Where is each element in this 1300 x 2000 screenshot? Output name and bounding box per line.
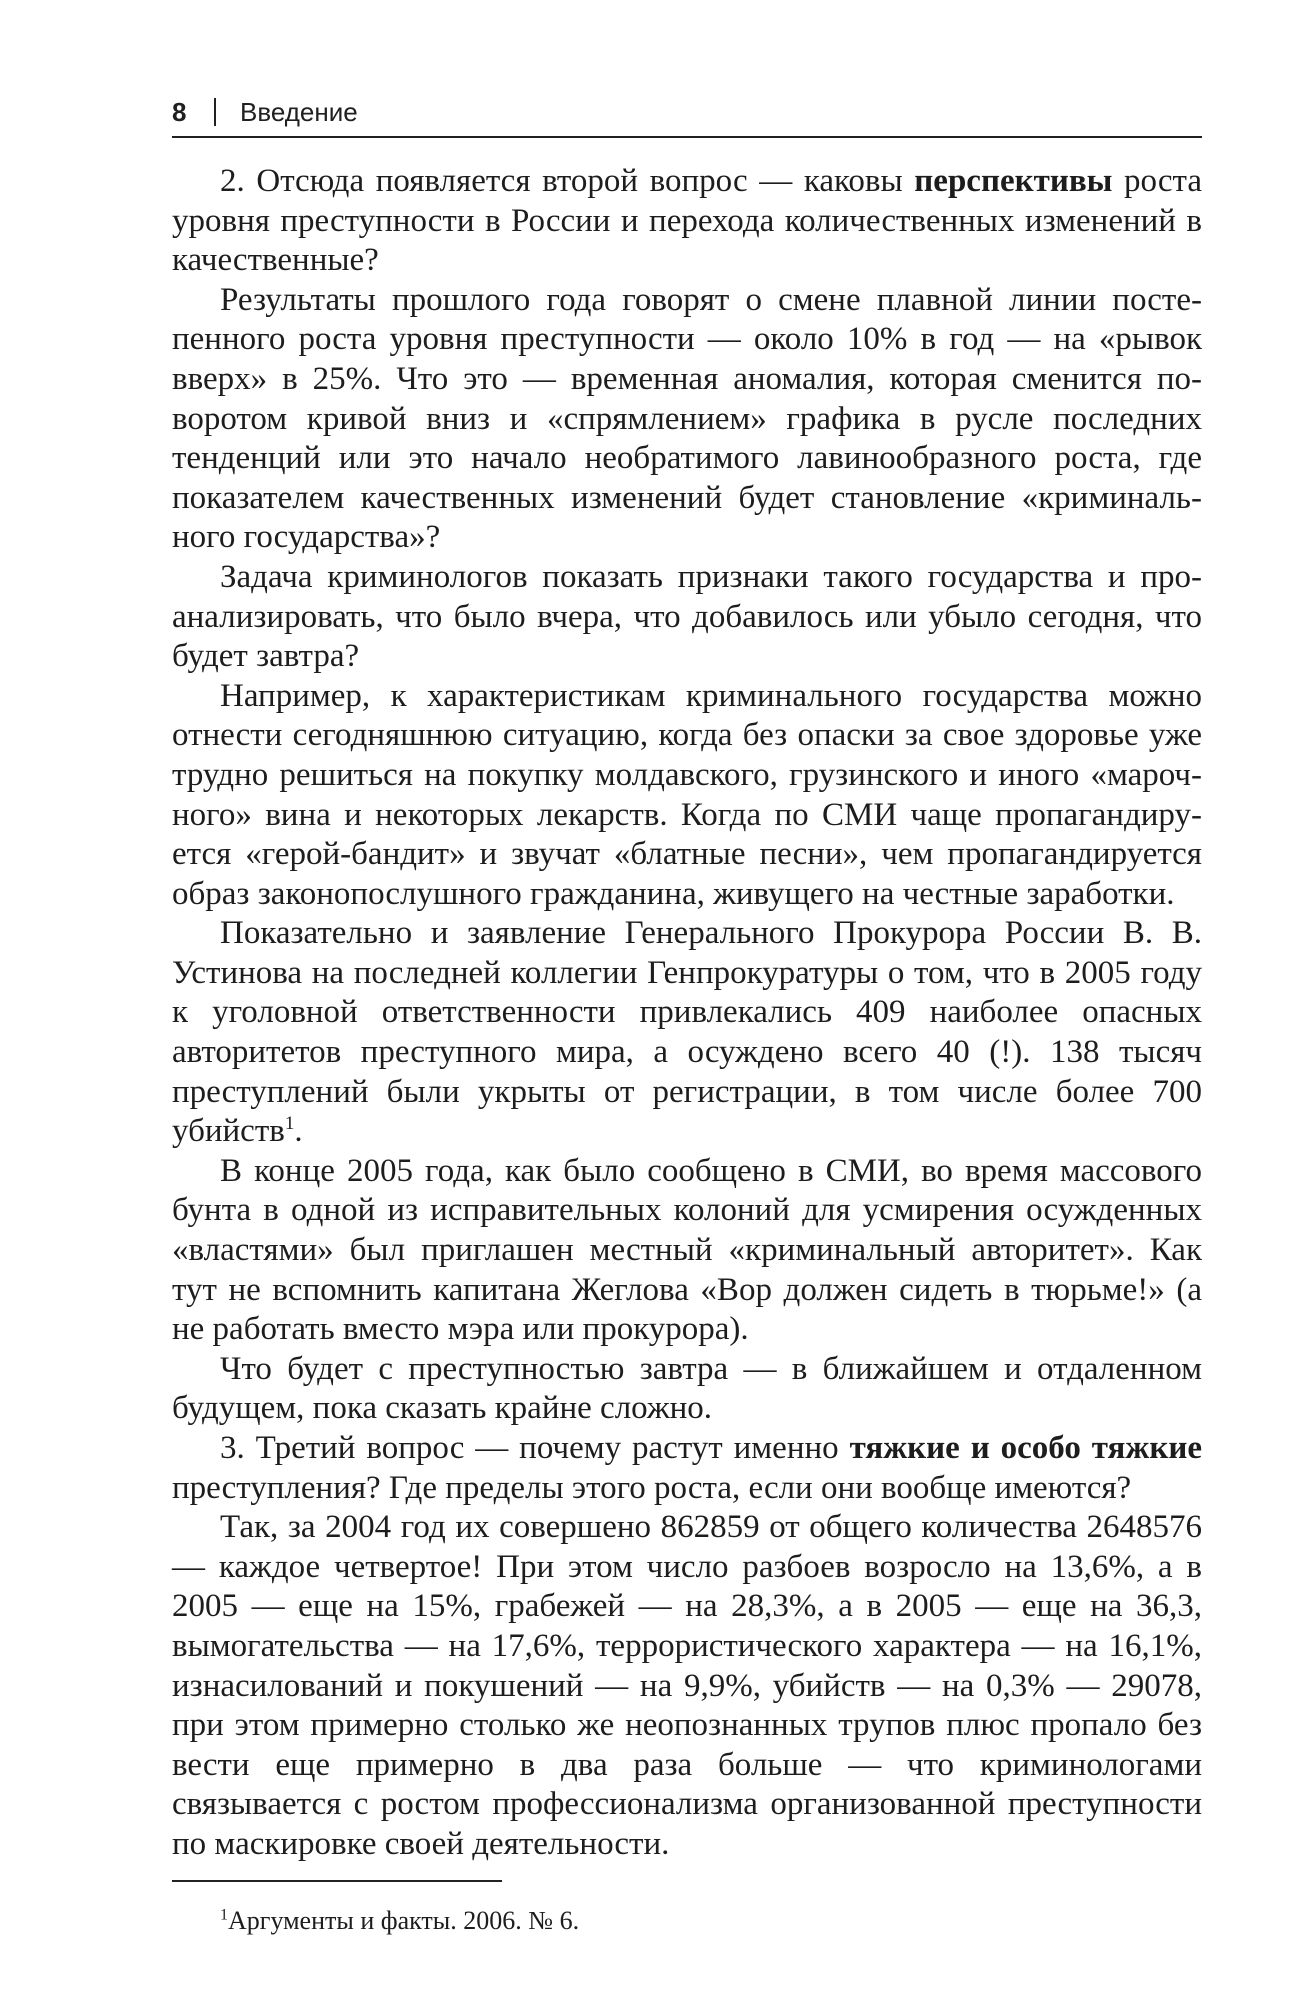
paragraph-4: Например, к характеристикам криминального государства можно отнести сегодняшнюю ситуацию, когда без опаски за свое здоровье уже трудно решиться на покупку молдавского, грузинского и иного «марочного» вина и некоторых лекарств. Когда по СМИ чаще пропагандируется «герой-бандит» и звучат «блатные песни», чем пропагандируется образ законопослушного гражданина, живущего на честные заработки. xyxy=(172,677,1202,912)
header-separator xyxy=(214,98,216,126)
paragraph-5-text: Показательно и заявление Генерального Прокурора России В. В. Устинова на последней коллегии Генпрокуратуры о том, что в 2005 году к уголовной ответственности привлекались 409 наиболее опасных авторитетов преступного мира, а осуждено всего 40 (!). 138 тысяч преступлений были укрыты от регистрации, в том числе более 700 убийств xyxy=(172,915,1202,1150)
paragraph-7: Что будет с преступностью завтра — в ближайшем и отдаленном будущем, пока сказать крайне сложно. xyxy=(172,1350,1202,1427)
paragraph-8 xyxy=(172,1429,1202,1508)
paragraph-9: Так, за 2004 год их совершено 862859 от общего количества 2648576 — каждое четвертое! При этом число разбоев возросло на 13,6%, а в 2005 — еще на 15%, грабежей — на 28,3%, а в 2005 — еще на 36,3, вымогательства — на 17,6%, террористического характера — на 16,1%, изнасилований и покушений — на 9,9%, убийств — на 0,3% — 29078, при этом примерно столько же неопознанных трупов плюс пропало без вести еще примерно в два раза больше — что криминологами связывается с ростом профессионализма организованной преступности по маскировке своей деятельности. xyxy=(172,1509,1202,1862)
paragraph-8-text-end: преступления? Где пределы этого роста, если они вообще имеются? xyxy=(172,1469,1132,1506)
running-header xyxy=(172,96,1202,138)
paragraph-3: Задача криминологов показать признаки такого государства и проанализировать, что было вчера, что добавилось или убыло сегодня, что будет завтра? xyxy=(172,558,1202,675)
body-text xyxy=(172,162,1202,1865)
footnote-text: Аргументы и факты. 2006. № 6. xyxy=(228,1906,580,1935)
paragraph-5 xyxy=(172,914,1202,1152)
paragraph-8-text-start: 3. Третий вопрос — почему растут именно xyxy=(220,1430,850,1466)
paragraph-6: В конце 2005 года, как было сообщено в СМИ, во время массового бунта в одной из исправительных колоний для усмирения осужденных «властями» был приглашен местный «криминальный авторитет». Как тут не вспомнить капитана Жеглова «Вор должен сидеть в тюрьме!» (а не работать вместо мэра или прокурора). xyxy=(172,1152,1202,1348)
book-page xyxy=(172,96,1203,1935)
footnote xyxy=(220,1906,579,1936)
paragraph-1-text-end: роста уровня преступности в России и перехода количественных изменений в качественные? xyxy=(172,163,1202,279)
paragraph-5-end: . xyxy=(294,1113,303,1150)
paragraph-1-emphasis: перспективы xyxy=(914,163,1113,199)
section-title: Введение xyxy=(240,96,358,127)
paragraph-1 xyxy=(172,162,1202,281)
paragraph-2: Результаты прошлого года говорят о смене плавной линии постепенного роста уровня преступности — около 10% в год — на «рывок вверх» в 25%. Что это — временная аномалия, которая сменится поворотом кривой вниз и «спрямлением» графика в русле последних тенденций или это начало необратимого лавинообразного роста, где показателем качественных изменений будет становление «криминального государства»? xyxy=(172,281,1202,556)
footnote-reference: 1 xyxy=(284,1113,295,1135)
footnote-marker: 1 xyxy=(220,1906,228,1924)
footnote-divider xyxy=(172,1880,502,1882)
page-number: 8 xyxy=(172,96,187,127)
paragraph-8-emphasis: тяжкие и особо тяжкие xyxy=(849,1430,1203,1466)
paragraph-1-text-start: 2. Отсюда появляется второй вопрос — каковы xyxy=(220,163,915,199)
